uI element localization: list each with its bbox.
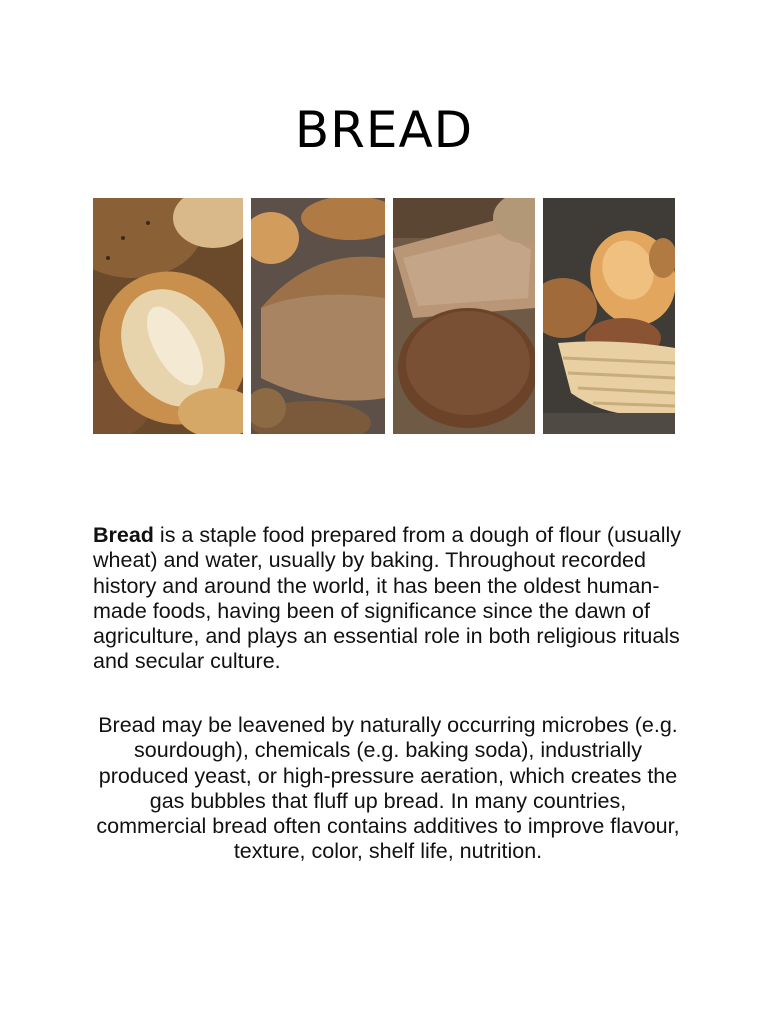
intro-paragraph-text: is a staple food prepared from a dough of flour (usually wheat) and water, usually by baking. Throughout recorded history and around the world, it has been the oldest human-made foods, having been of significance since the dawn of agriculture, and plays an essential role in both religious rituals and secular culture.: [93, 523, 682, 674]
brown-loaf-photo: [251, 198, 385, 434]
bread-basket-photo: [543, 198, 675, 434]
intro-paragraph: [93, 523, 683, 675]
sliced-rye-bread-photo: [393, 198, 535, 434]
bold-lead-term: Bread: [93, 523, 154, 547]
leavening-paragraph: Bread may be leavened by naturally occurring microbes (e.g. sourdough), chemicals (e.g. baking soda), industrially produced yeast, or high-pressure aeration, which creates the gas bubbles that fluff up bread. In many countries, commercial bread often contains additives to improve flavour, texture, color, shelf life, nutrition.: [96, 713, 680, 864]
bread-photo-collage: [93, 198, 675, 434]
bread-rolls-photo: [93, 198, 243, 434]
page-title: BREAD: [294, 101, 474, 159]
